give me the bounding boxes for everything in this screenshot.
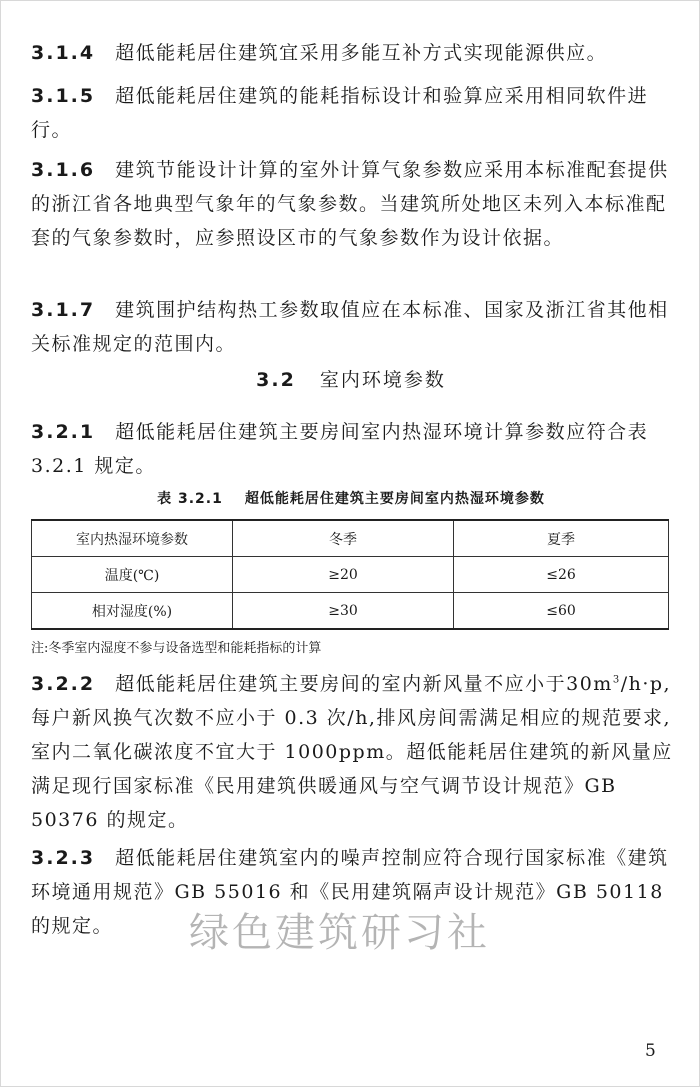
clause-3-1-6	[31, 153, 681, 255]
table-cell: 温度(℃)	[32, 557, 233, 593]
clause-text: 建筑节能设计计算的室外计算气象参数应采用本标准配套提供的浙江省各地典型气象年的气象参数。当建筑所处地区未列入本标准配套的气象参数时，应参照设区市的气象参数作为设计依据。	[31, 159, 669, 249]
table-cell: ≤60	[454, 593, 669, 630]
clause-text-part2: /h·p,每户新风换气次数不应小于 0.3 次/h,排风房间需满足相应的规范要求,室内二氧化碳浓度不宜大于 1000ppm。超低能耗居住建筑的新风量应满足现行国家标准《民用建筑供暖通风与空气调节设计规范》GB 50376 的规定。	[31, 673, 673, 831]
table-row	[32, 593, 669, 630]
table-cell: ≤26	[454, 557, 669, 593]
page-number: 5	[645, 1041, 656, 1061]
table-cell: ≥30	[233, 593, 454, 630]
table-cell: ≥20	[233, 557, 454, 593]
clause-number: 3.1.4	[31, 42, 96, 64]
clause-3-2-1	[31, 415, 681, 483]
indoor-environment-table	[31, 519, 669, 630]
section-number: 3.2	[256, 369, 296, 391]
clause-3-1-7	[31, 293, 681, 361]
table-cell: 相对湿度(%)	[32, 593, 233, 630]
clause-number: 3.1.7	[31, 299, 96, 321]
clause-text: 超低能耗居住建筑室内的噪声控制应符合现行国家标准《建筑环境通用规范》GB 55016 和《民用建筑隔声设计规范》GB 50118 的规定。	[31, 847, 669, 937]
clause-text: 建筑围护结构热工参数取值应在本标准、国家及浙江省其他相关标准规定的范围内。	[31, 299, 669, 355]
table-header-cell: 夏季	[454, 520, 669, 557]
table-title: 超低能耗居住建筑主要房间室内热湿环境参数	[244, 491, 545, 507]
table-header-cell: 冬季	[233, 520, 454, 557]
clause-number: 3.2.1	[31, 421, 96, 443]
clause-3-2-2	[31, 667, 681, 837]
table-caption	[1, 489, 700, 509]
table-header-row	[32, 520, 669, 557]
table-note: 注:冬季室内湿度不参与设备选型和能耗指标的计算	[31, 641, 322, 656]
clause-text: 超低能耗居住建筑主要房间室内热湿环境计算参数应符合表 3.2.1 规定。	[31, 421, 649, 477]
table-row	[32, 557, 669, 593]
superscript-3: 3	[612, 674, 621, 686]
clause-text-part1: 超低能耗居住建筑主要房间的室内新风量不应小于30m	[115, 673, 613, 695]
section-heading	[1, 363, 700, 397]
table-number: 表 3.2.1	[157, 491, 223, 507]
clause-number: 3.2.2	[31, 673, 96, 695]
table-header-cell: 室内热湿环境参数	[32, 520, 233, 557]
clause-number: 3.2.3	[31, 847, 96, 869]
clause-number: 3.1.5	[31, 85, 96, 107]
clause-text: 超低能耗居住建筑的能耗指标设计和验算应采用相同软件进行。	[31, 85, 649, 141]
clause-text: 超低能耗居住建筑宜采用多能互补方式实现能源供应。	[115, 42, 608, 64]
clause-3-1-5	[31, 79, 681, 147]
section-title: 室内环境参数	[319, 369, 446, 391]
clause-3-1-4	[31, 36, 681, 70]
clause-number: 3.1.6	[31, 159, 96, 181]
watermark-text: 绿色建筑研习社	[189, 910, 490, 956]
